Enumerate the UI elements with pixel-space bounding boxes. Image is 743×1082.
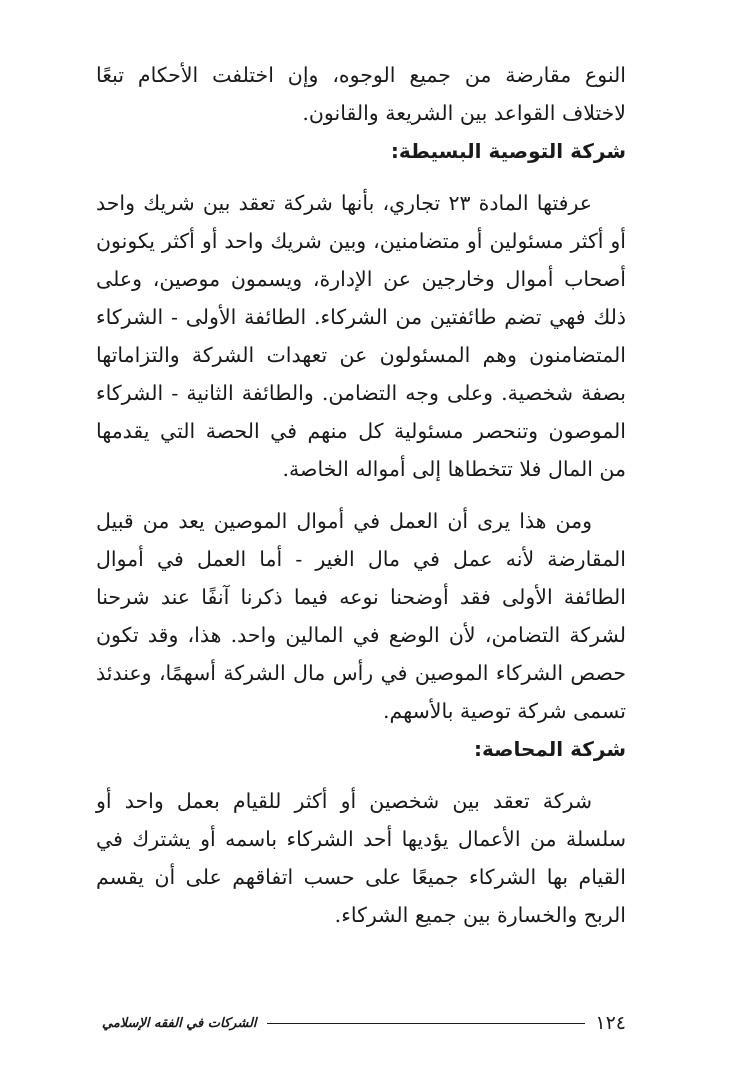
paragraph-simple-partnership-definition: عرفتها المادة ٢٣ تجاري، بأنها شركة تعقد بين شريك واحد أو أكثر مسئولين أو متضامنين، وبين شريك واحد أو أكثر يكونون أصحاب أموال وخارجين عن الإدارة، ويسمون موصين، وعلى ذلك فهي تضم طائفتين من الشركاء. الطائفة الأولى - الشركاء المتضامنون وهم المسئولون عن تعهدات الشركة والتزاماتها بصفة شخصية. وعلى وجه التضامن. والطائفة الثانية - الشركاء الموصون وتنحصر مسئولية كل منهم في الحصة التي يقدمها من المال فلا تتخطاها إلى أمواله الخاصة.: [96, 191, 626, 481]
footer-divider: [267, 1023, 586, 1024]
page-number: ١٢٤: [595, 1012, 626, 1034]
page-footer: [102, 1008, 626, 1038]
section-heading-simple-partnership: شركة التوصية البسيطة:: [390, 139, 626, 163]
running-book-title: الشركات في الفقه الإسلامي: [102, 1015, 257, 1031]
paragraph-intro: النوع مقارضة من جميع الوجوه، وإن اختلفت الأحكام تبعًا لاختلاف القواعد بين الشريعة والقانون.: [96, 63, 626, 125]
section-heading-joint-venture: شركة المحاصة:: [474, 737, 626, 761]
page-body: [96, 56, 626, 934]
paragraph-simple-partnership-analysis: ومن هذا يرى أن العمل في أموال الموصين يعد من قبيل المقارضة لأنه عمل في مال الغير - أما العمل في أموال الطائفة الأولى فقد أوضحنا نوعه فيما ذكرنا آنفًا عند شرحنا لشركة التضامن، لأن الوضع في المالين واحد. هذا، وقد تكون حصص الشركاء الموصين في رأس مال الشركة أسهمًا، وعندئذ تسمى شركة توصية بالأسهم.: [96, 509, 626, 723]
paragraph-joint-venture-definition: شركة تعقد بين شخصين أو أكثر للقيام بعمل واحد أو سلسلة من الأعمال يؤديها أحد الشركاء باسمه أو يشترك في القيام بها الشركاء جميعًا على حسب اتفاقهم على أن يقسم الربح والخسارة بين جميع الشركاء.: [96, 789, 626, 927]
